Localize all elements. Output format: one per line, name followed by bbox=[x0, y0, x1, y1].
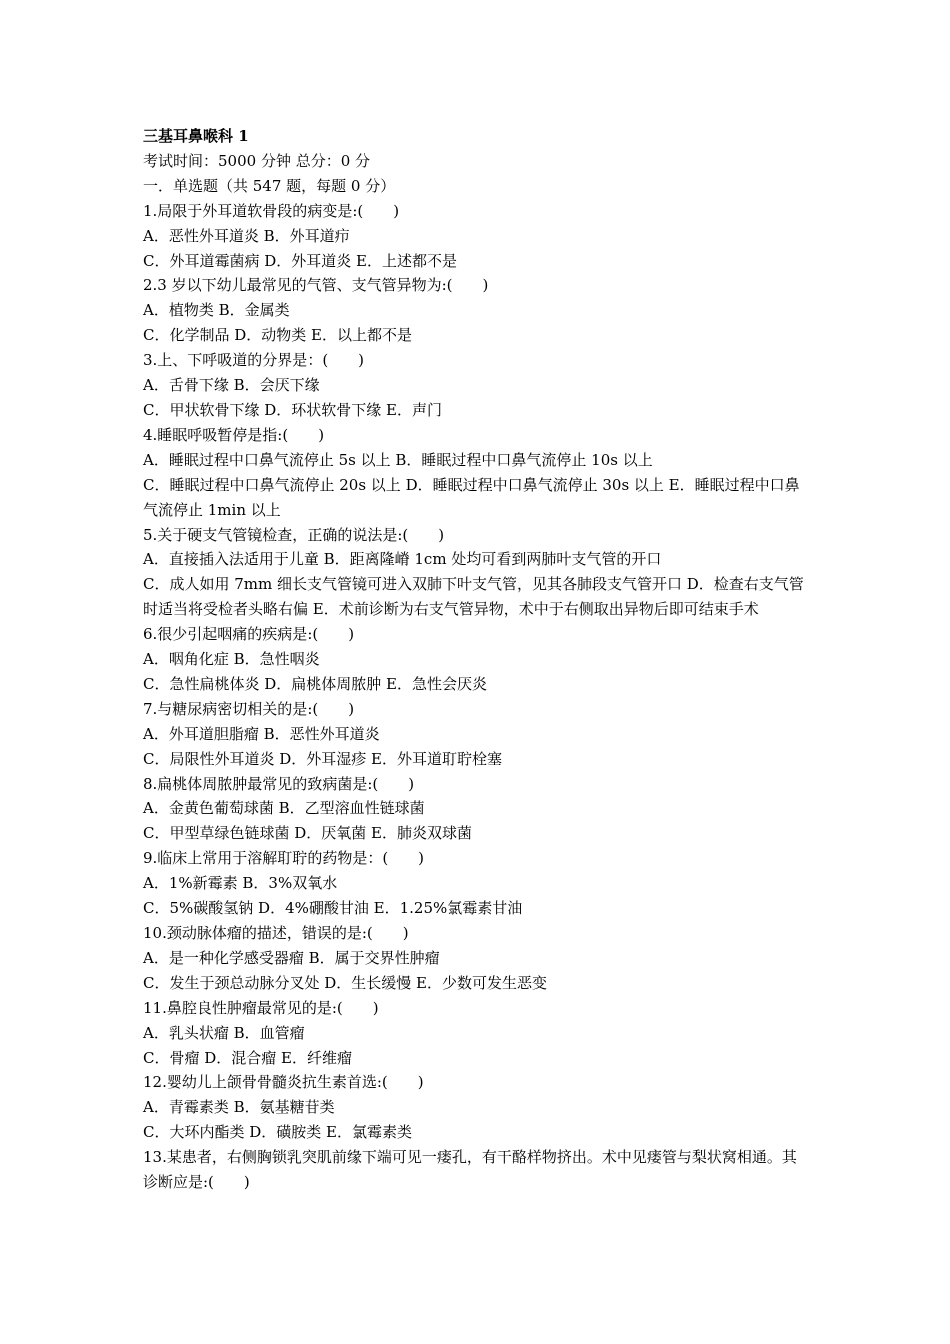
question-stem: 11.鼻腔良性肿瘤最常见的是:( ) bbox=[143, 998, 379, 1017]
question-stem: 4.睡眠呼吸暂停是指:( ) bbox=[143, 425, 325, 444]
question-options: A．金黄色葡萄球菌 B．乙型溶血性链球菌 bbox=[143, 799, 425, 818]
question-options: C．局限性外耳道炎 D．外耳湿疹 E．外耳道耵聍栓塞 bbox=[143, 749, 502, 768]
document-title: 三基耳鼻喉科 1 bbox=[143, 127, 249, 145]
question-stem: 7.与糖尿病密切相关的是:( ) bbox=[143, 699, 355, 718]
question-list bbox=[143, 199, 811, 1195]
question-stem: 8.扁桃体周脓肿最常见的致病菌是:( ) bbox=[143, 774, 415, 793]
document-page bbox=[143, 124, 811, 1195]
question-options: A．外耳道胆脂瘤 B．恶性外耳道炎 bbox=[143, 724, 380, 743]
question-stem: 13.某患者，右侧胸锁乳突肌前缘下端可见一瘘孔，有干酪样物挤出。术中见瘘管与梨状窝相通。其诊断应是:( ) bbox=[143, 1148, 797, 1192]
question-options: A．1%新霉素 B．3%双氧水 bbox=[143, 874, 338, 893]
question-options: C．睡眠过程中口鼻气流停止 20s 以上 D．睡眠过程中口鼻气流停止 30s 以上 E．睡眠过程中口鼻气流停止 1min 以上 bbox=[143, 475, 800, 519]
question-options: A．植物类 B．金属类 bbox=[143, 301, 290, 320]
question-options: A．舌骨下缘 B．会厌下缘 bbox=[143, 376, 320, 395]
question-stem: 2.3 岁以下幼儿最常见的气管、支气管异物为:( ) bbox=[143, 276, 489, 295]
question-stem: 3.上、下呼吸道的分界是：( ) bbox=[143, 351, 365, 370]
question-options: C．大环内酯类 D．磺胺类 E．氯霉素类 bbox=[143, 1123, 412, 1142]
question-options: A．是一种化学感受器瘤 B．属于交界性肿瘤 bbox=[143, 948, 440, 967]
question-options: C．甲状软骨下缘 D．环状软骨下缘 E．声门 bbox=[143, 400, 442, 419]
question-options: A．直接插入法适用于儿童 B．距离隆嵴 1cm 处均可看到两肺叶支气管的开口 bbox=[143, 550, 662, 569]
question-options: C．骨瘤 D．混合瘤 E．纤维瘤 bbox=[143, 1048, 352, 1067]
question-options: C．成人如用 7mm 细长支气管镜可进入双肺下叶支气管，见其各肺段支气管开口 D．检查右支气管时适当将受检者头略右偏 E．术前诊断为右支气管异物，术中于右侧取出异物后即可结束手术 bbox=[143, 575, 804, 619]
question-options: C．甲型草绿色链球菌 D．厌氧菌 E．肺炎双球菌 bbox=[143, 824, 472, 843]
question-options: C．化学制品 D．动物类 E．以上都不是 bbox=[143, 326, 412, 345]
question-options: C．发生于颈总动脉分叉处 D．生长缓慢 E．少数可发生恶变 bbox=[143, 973, 547, 992]
question-stem: 12.婴幼儿上颌骨骨髓炎抗生素首选:( ) bbox=[143, 1073, 424, 1092]
question-options: C．急性扁桃体炎 D．扁桃体周脓肿 E．急性会厌炎 bbox=[143, 674, 487, 693]
question-options: A．恶性外耳道炎 B．外耳道疖 bbox=[143, 226, 350, 245]
question-options: A．乳头状瘤 B．血管瘤 bbox=[143, 1023, 305, 1042]
question-stem: 9.临床上常用于溶解耵聍的药物是：( ) bbox=[143, 849, 425, 868]
question-stem: 5.关于硬支气管镜检查，正确的说法是:( ) bbox=[143, 525, 445, 544]
question-options: A．青霉素类 B．氨基糖苷类 bbox=[143, 1098, 335, 1117]
question-stem: 10.颈动脉体瘤的描述，错误的是:( ) bbox=[143, 924, 409, 942]
question-options: A．咽角化症 B．急性咽炎 bbox=[143, 650, 320, 669]
question-options: C．5%碳酸氢钠 D．4%硼酸甘油 E．1.25%氯霉素甘油 bbox=[143, 899, 523, 918]
section-heading: 一．单选题（共 547 题，每题 0 分） bbox=[143, 176, 396, 195]
question-options: C．外耳道霉菌病 D．外耳道炎 E．上述都不是 bbox=[143, 251, 457, 270]
question-options: A．睡眠过程中口鼻气流停止 5s 以上 B．睡眠过程中口鼻气流停止 10s 以上 bbox=[143, 450, 653, 469]
question-stem: 6.很少引起咽痛的疾病是:( ) bbox=[143, 625, 355, 644]
question-stem: 1.局限于外耳道软骨段的病变是:( ) bbox=[143, 201, 400, 220]
exam-meta: 考试时间：5000 分钟 总分：0 分 bbox=[143, 151, 371, 170]
